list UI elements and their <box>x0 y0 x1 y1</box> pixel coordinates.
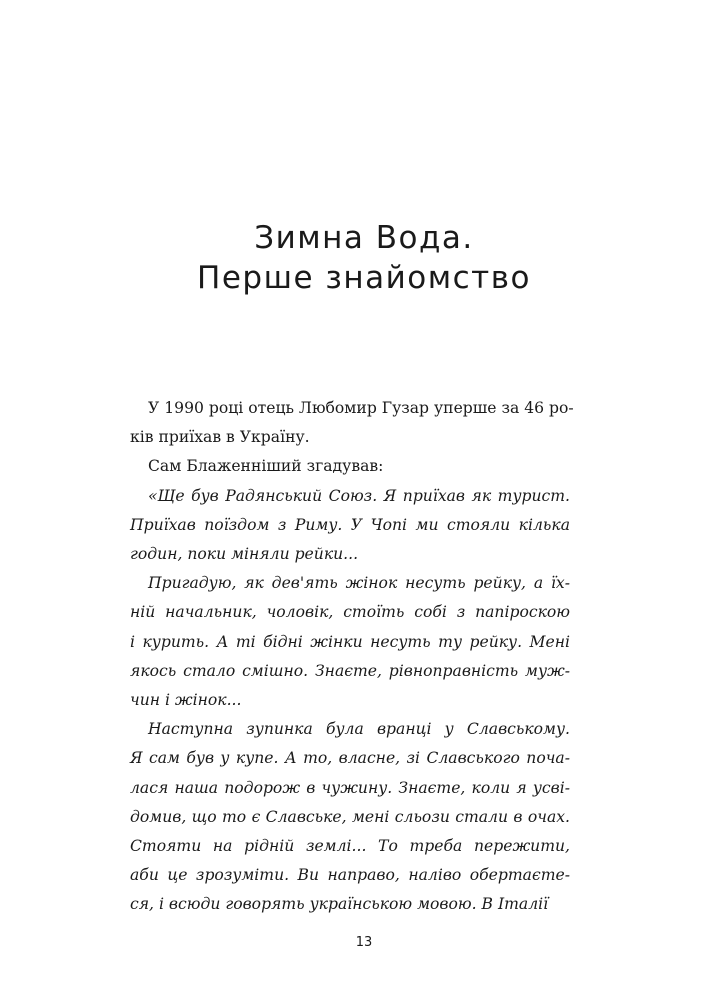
text-line: ків приїхав в Україну. <box>130 428 310 447</box>
text-line: Приїхав поїздом з Риму. У Чопі ми стояли кілька <box>130 515 570 534</box>
page-number: 13 <box>355 935 373 950</box>
text-line: аби це зрозуміти. Ви направо, наліво обертаєте- <box>130 866 570 885</box>
body-text <box>130 394 574 920</box>
paragraph <box>130 394 574 452</box>
text-line: ній начальник, чоловік, стоїть собі з папіроскою <box>130 603 570 622</box>
text-line: У 1990 році отець Любомир Гузар уперше за 46 ро- <box>148 399 574 417</box>
text-line: і курить. А ті бідні жінки несуть ту рейку. Мені <box>130 632 570 651</box>
text-line: Стояти на рідній землі... То треба пережити, <box>130 837 570 856</box>
text-line: Я сам був у купе. А то, власне, зі Славського поча- <box>130 749 570 768</box>
paragraph <box>130 715 570 919</box>
chapter-title-line-2: Перше знайомство <box>197 260 531 296</box>
text-line: якось стало смішно. Знаєте, рівноправність муж- <box>130 661 570 680</box>
paragraph <box>130 569 570 715</box>
chapter-title-line-1: Зимна Вода. <box>254 220 474 256</box>
paragraph <box>130 482 570 570</box>
text-line: Пригадую, як дев'ять жінок несуть рейку, а їх- <box>148 574 570 593</box>
text-line: годин, поки міняли рейки... <box>130 545 359 564</box>
text-line: домив, що то є Славське, мені сльози стали в очах. <box>130 807 570 826</box>
chapter-title <box>0 218 728 298</box>
text-line: лася наша подорож в чужину. Знаєте, коли я усві- <box>130 778 570 797</box>
text-line: чин і жінок... <box>130 691 242 710</box>
text-line: Наступна зупинка була вранці у Славському. <box>148 720 570 739</box>
text-line: ся, і всюди говорять українською мовою. В Італії <box>130 895 549 914</box>
text-line: «Ще був Радянський Союз. Я приїхав як турист. <box>148 486 570 505</box>
paragraph <box>130 452 570 481</box>
text-line: Сам Блаженніший згадував: <box>148 457 384 476</box>
